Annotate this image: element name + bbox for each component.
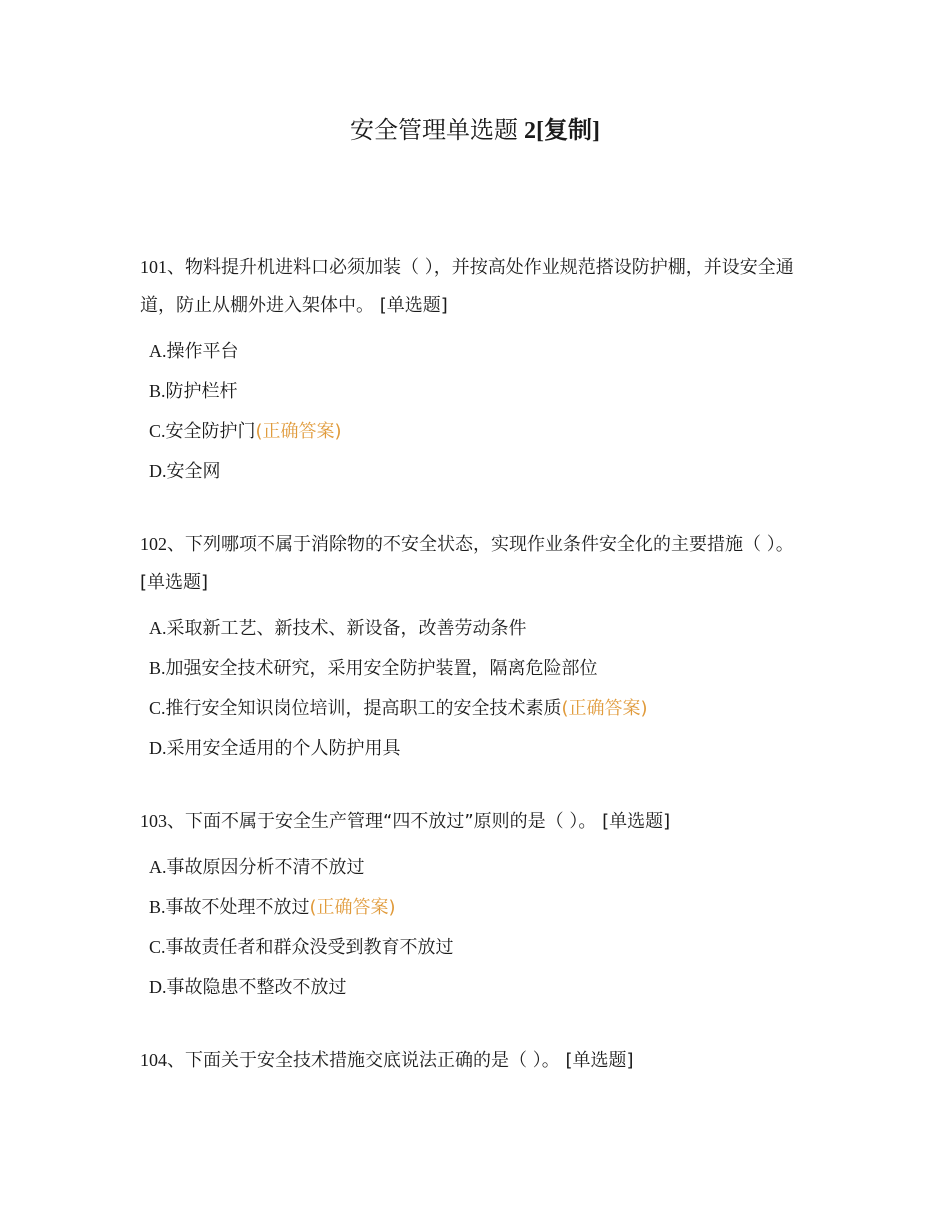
option-list [140, 608, 820, 768]
question-102 [140, 525, 820, 768]
correct-answer-marker: (正确答案) [561, 698, 648, 719]
option-d [149, 967, 820, 1007]
option-letter: B. [149, 897, 166, 917]
question-stem: 、下列哪项不属于消除物的不安全状态，实现作业条件安全化的主要措施（ ）。 [167, 534, 794, 555]
correct-answer-marker: (正确答案) [255, 421, 342, 442]
question-list [140, 248, 820, 1114]
option-a [149, 331, 820, 371]
option-letter: B. [149, 381, 166, 401]
option-text: 事故责任者和群众没受到教育不放过 [165, 937, 454, 958]
title-main: 安全管理单选题 [350, 118, 518, 144]
option-letter: C. [149, 698, 166, 718]
option-a [149, 847, 820, 887]
option-b [149, 371, 820, 411]
question-type-tag: [单选题] [565, 1050, 634, 1071]
option-letter: A. [149, 857, 167, 877]
option-text: 推行安全知识岗位培训，提高职工的安全技术素质 [165, 698, 562, 719]
option-text: 加强安全技术研究，采用安全防护装置，隔离危险部位 [165, 658, 598, 679]
title-number: 2 [524, 118, 536, 144]
correct-answer-marker: (正确答案) [309, 897, 396, 918]
option-text: 事故原因分析不清不放过 [166, 857, 365, 878]
option-letter: C. [149, 937, 166, 957]
question-stem: 、物料提升机进料口必须加装（ ），并按高处作业规范搭设防护棚，并设安全通道，防止从棚外进入架体中。 [140, 257, 794, 316]
question-text [140, 248, 820, 325]
option-b [149, 887, 820, 927]
question-text [140, 525, 820, 602]
option-d [149, 451, 820, 491]
option-text: 采取新工艺、新技术、新设备，改善劳动条件 [166, 618, 527, 639]
question-103 [140, 802, 820, 1007]
question-number: 104 [140, 1050, 167, 1070]
question-104 [140, 1041, 820, 1080]
question-101 [140, 248, 820, 491]
question-stem: 、下面关于安全技术措施交底说法正确的是（ ）。 [167, 1050, 560, 1071]
option-a [149, 608, 820, 648]
option-text: 操作平台 [166, 341, 239, 362]
option-b [149, 648, 820, 688]
title-suffix: [复制] [536, 118, 600, 144]
option-list [140, 847, 820, 1007]
option-d [149, 728, 820, 768]
option-text: 防护栏杆 [165, 381, 238, 402]
question-text [140, 802, 820, 841]
option-letter: A. [149, 618, 167, 638]
option-text: 事故不处理不放过 [165, 897, 310, 918]
question-stem: 、下面不属于安全生产管理“四不放过”原则的是（ ）。 [167, 811, 597, 832]
question-type-tag: [单选题] [140, 572, 209, 593]
option-letter: A. [149, 341, 167, 361]
option-letter: B. [149, 658, 166, 678]
option-letter: D. [149, 738, 167, 758]
option-letter: C. [149, 421, 166, 441]
question-text [140, 1041, 820, 1080]
question-type-tag: [单选题] [602, 811, 671, 832]
option-c [149, 927, 820, 967]
page-title [0, 110, 950, 145]
question-number: 102 [140, 534, 167, 554]
option-text: 安全网 [166, 461, 221, 482]
option-letter: D. [149, 461, 167, 481]
option-text: 事故隐患不整改不放过 [166, 977, 347, 998]
option-letter: D. [149, 977, 167, 997]
option-list [140, 331, 820, 491]
question-number: 101 [140, 257, 167, 277]
question-number: 103 [140, 811, 167, 831]
option-text: 采用安全适用的个人防护用具 [166, 738, 401, 759]
option-c [149, 411, 820, 451]
option-text: 安全防护门 [165, 421, 256, 442]
question-type-tag: [单选题] [379, 295, 448, 316]
option-c [149, 688, 820, 728]
